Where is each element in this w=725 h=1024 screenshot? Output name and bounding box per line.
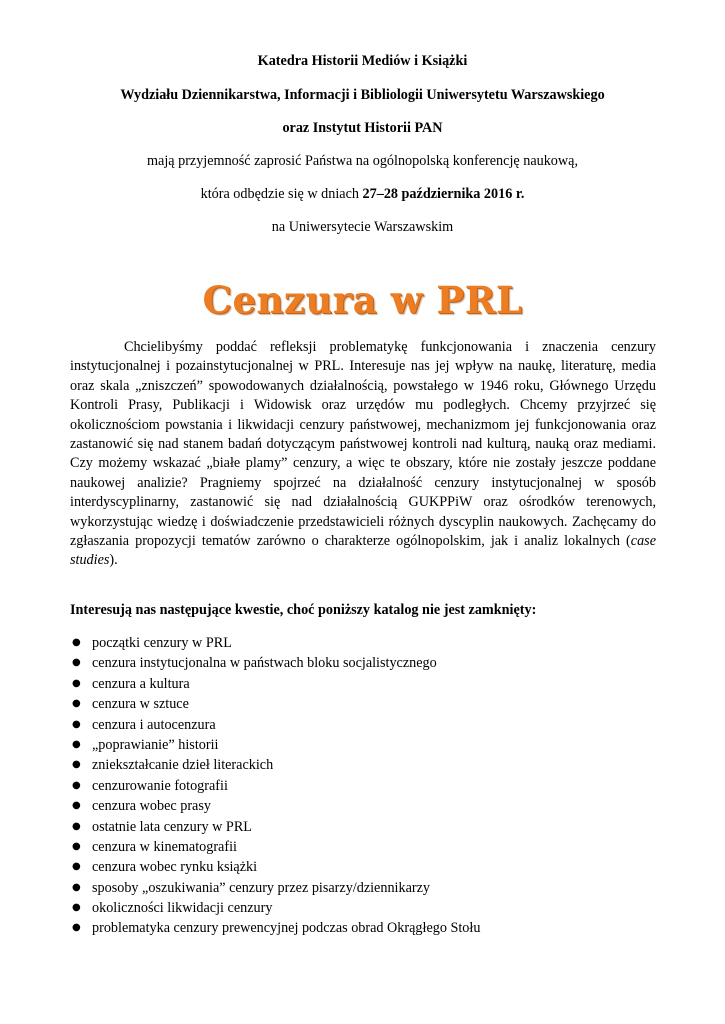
bullet-icon: ●: [72, 861, 81, 873]
topic-text: „poprawianie” historii: [92, 736, 219, 753]
intro-closing: ).: [109, 552, 118, 569]
topic-text: okoliczności likwidacji cenzury: [92, 900, 273, 917]
conference-date-line: [0, 185, 725, 203]
bullet-icon: ●: [72, 902, 81, 914]
topic-text: cenzura w kinematografii: [92, 838, 237, 855]
topic-list-item: [70, 857, 480, 877]
intro-text: Chcielibyśmy poddać refleksji problematykę funkcjonowania i znaczenia cenzury instytucjonalnej i pozainstytucjonalnej w PRL. Interesuje nas jej wpływ na naukę, literaturę, media oraz skala „zniszczeń” spowodowanych działalnością, powstałego w 1946 roku, Głównego Urzędu Kontroli Prasy, Publikacji i Widowisk oraz urzędów mu podległych. Chcemy przyjrzeć się okolicznościom powstania i likwidacji cenzury państwowej, mechanizmom jej funkcjonowania oraz zastanowić się nad stanem badań dotyczącym państwowej kontroli nad kulturą, nauką oraz mediami. Czy możemy wskazać „białe plamy” cenzury, a więc te obszary, które nie zostały jeszcze poddane naukowej analizie? Pragniemy spojrzeć na działalność cenzury instytucjonalnej w sposób interdyscyplinarny, zastanowić się nad działalnością GUKPPiW oraz ośrodków terenowych, wykorzystując wiedzę i doświadczenie przedstawicieli różnych dyscyplin naukowych. Zachęcamy do zgłaszania propozycji tematów zarówno o charakterze ogólnopolskim, jak i analiz lokalnych (: [70, 339, 656, 550]
topic-text: problematyka cenzury prewencyjnej podczas obrad Okrągłego Stołu: [92, 920, 481, 937]
bullet-icon: ●: [72, 698, 81, 710]
topic-list-item: [70, 735, 480, 755]
topic-list-item: [70, 653, 480, 673]
conference-venue: na Uniwersytecie Warszawskim: [271, 219, 454, 235]
topic-text: cenzura instytucjonalna w państwach bloku socjalistycznego: [92, 655, 437, 672]
topic-text: początki cenzury w PRL: [92, 635, 232, 651]
topic-list-item: [70, 776, 480, 796]
topic-list-item: [70, 674, 480, 694]
bullet-icon: ●: [72, 800, 81, 812]
topic-text: zniekształcanie dzieł literackich: [92, 757, 274, 774]
bullet-icon: ●: [72, 677, 81, 689]
bullet-icon: ●: [72, 881, 81, 893]
bullet-icon: ●: [72, 738, 81, 750]
topics-list: [70, 633, 480, 939]
topics-heading: Interesują nas następujące kwestie, choć poniższy katalog nie jest zamknięty:: [70, 602, 537, 618]
bullet-icon: ●: [72, 637, 81, 648]
topic-list-item: [70, 796, 480, 816]
topic-text: cenzura i autocenzura: [92, 716, 216, 733]
bullet-icon: ●: [72, 820, 81, 832]
topic-list-item: [70, 633, 480, 653]
intro-paragraph: [70, 338, 656, 571]
topic-text: ostatnie lata cenzury w PRL: [92, 818, 252, 835]
topic-list-item: [70, 878, 480, 898]
topic-list-item: [70, 715, 480, 735]
date-prefix: która odbędzie się w dniach: [200, 186, 363, 202]
topic-list-item: [70, 755, 480, 775]
topic-list-item: [70, 817, 480, 837]
topic-text: cenzura wobec prasy: [92, 798, 211, 815]
intro-italic: case studies: [70, 533, 656, 569]
topic-list-item: [70, 918, 480, 938]
conference-title: Cenzura w PRL: [202, 278, 523, 322]
topic-text: sposoby „oszukiwania” cenzury przez pisarzy/dziennikarzy: [92, 879, 430, 896]
bullet-icon: ●: [72, 657, 81, 669]
bullet-icon: ●: [72, 779, 81, 791]
topic-text: cenzura w sztuce: [92, 696, 189, 713]
topic-text: cenzurowanie fotografii: [92, 777, 228, 794]
bullet-icon: ●: [72, 922, 81, 934]
invitation-sentence: mają przyjemność zaprosić Państwa na ogólnopolską konferencję naukową,: [146, 153, 578, 169]
organizer-department: Katedra Historii Mediów i Książki: [257, 53, 468, 69]
organizer-institute: oraz Instytut Historii PAN: [282, 120, 443, 136]
topic-list-item: [70, 837, 480, 857]
topic-text: cenzura wobec rynku książki: [92, 859, 258, 876]
topic-list-item: [70, 898, 480, 918]
topic-text: cenzura a kultura: [92, 675, 190, 692]
organizer-faculty: Wydziału Dziennikarstwa, Informacji i Bibliologii Uniwersytetu Warszawskiego: [120, 87, 605, 103]
topic-list-item: [70, 694, 480, 714]
bullet-icon: ●: [72, 718, 81, 730]
conference-date: 27–28 października 2016 r.: [362, 186, 525, 202]
bullet-icon: ●: [72, 840, 81, 852]
bullet-icon: ●: [72, 759, 81, 771]
